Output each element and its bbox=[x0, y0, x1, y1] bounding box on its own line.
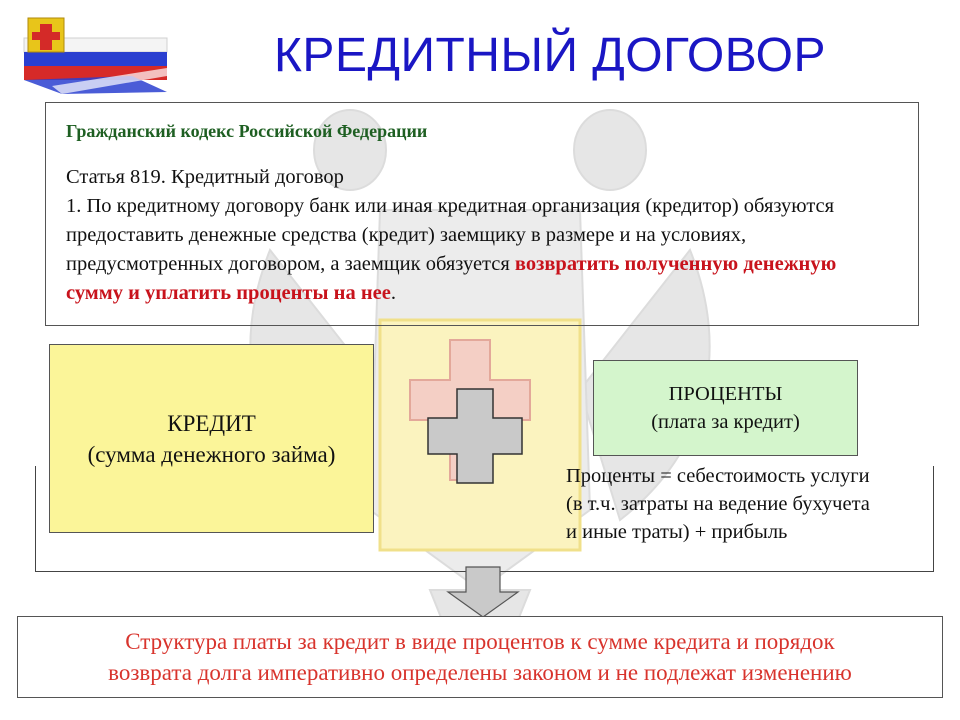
article-clause-plain: 1. По кредитному договору банк или иная кредитная организация (кредитор) обязуются предоставить денежные средства (кредит) заемщику в размере и на условиях, предусмотренных договором, а заемщик обязуется bbox=[66, 195, 835, 275]
article-title: Статья 819. Кредитный договор bbox=[66, 166, 344, 188]
percent-desc-line1: Проценты = себестоимость услуги bbox=[566, 465, 870, 487]
percent-box bbox=[593, 360, 858, 456]
credit-box bbox=[49, 344, 374, 533]
percent-desc-line2: (в т.ч. затраты на ведение бухучета bbox=[566, 493, 870, 515]
conclusion-box bbox=[17, 616, 943, 698]
credit-sublabel: (сумма денежного займа) bbox=[87, 441, 336, 467]
conclusion-line2: возврата долга императивно определены законом и не подлежат изменению bbox=[108, 660, 852, 685]
plus-sign-icon bbox=[427, 388, 523, 484]
percent-description bbox=[566, 462, 928, 546]
credit-label: КРЕДИТ bbox=[167, 410, 256, 436]
percent-label: ПРОЦЕНТЫ bbox=[668, 383, 783, 405]
article-clause bbox=[66, 192, 886, 308]
page-title: КРЕДИТНЫЙ ДОГОВОР bbox=[273, 29, 827, 82]
article-clause-end: . bbox=[390, 282, 396, 304]
percent-sublabel: (плата за кредит) bbox=[651, 411, 800, 433]
civil-code-text bbox=[66, 163, 886, 308]
russian-flag-with-emblem-icon bbox=[22, 16, 170, 96]
civil-code-heading: Гражданский кодекс Российской Федерации bbox=[66, 121, 428, 141]
article-clause-emphasis: возвратить полученную денежную сумму и уплатить проценты на нее bbox=[66, 253, 837, 304]
down-arrow-icon bbox=[446, 566, 520, 618]
percent-desc-line3: и иные траты) + прибыль bbox=[566, 521, 788, 543]
conclusion-line1: Структура платы за кредит в виде процентов к сумме кредита и порядок bbox=[125, 629, 835, 654]
